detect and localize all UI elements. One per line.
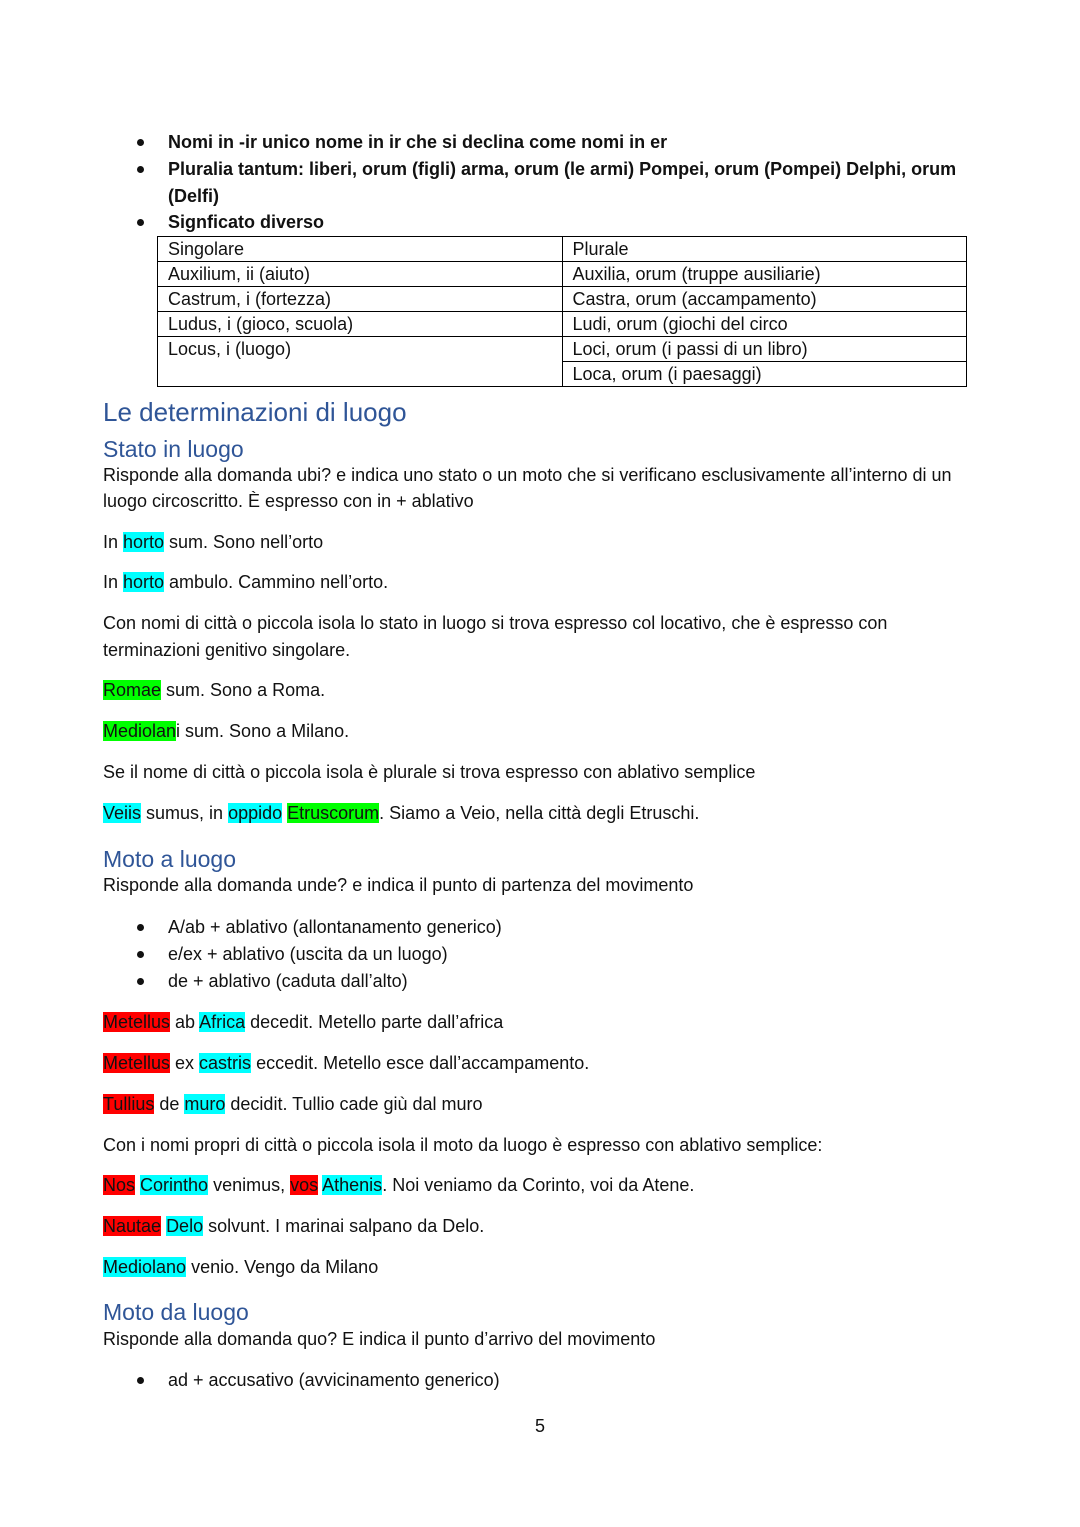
- example-line: [103, 1254, 378, 1280]
- highlight-cyan: Africa: [199, 1012, 246, 1032]
- page-number: 5: [534, 1416, 545, 1436]
- bullet-icon: [137, 219, 144, 226]
- example-line: [103, 800, 699, 826]
- table-row: [158, 312, 967, 337]
- bullet-text: Pluralia tantum: liberi, orum (figli) arma, orum (le armi) Pompei, orum (Pompei) Delphi, orum: [168, 159, 957, 179]
- example-text: In: [103, 532, 124, 552]
- example-line: [103, 569, 388, 595]
- table-cell: Loca, orum (i paesaggi): [562, 362, 967, 387]
- bullet-text-continued: (Delfi): [168, 186, 219, 206]
- subsection-heading: Moto da luogo: [103, 1299, 249, 1325]
- highlight-green: Romae: [103, 680, 162, 700]
- example-text: ab: [170, 1012, 200, 1032]
- paragraph: Risponde alla domanda ubi? e indica uno stato o un moto che si verificano esclusivamente all’interno di un: [103, 465, 952, 485]
- highlight-green: Etruscorum: [287, 803, 380, 823]
- highlight-cyan: Delo: [166, 1216, 204, 1236]
- bullet-icon: [137, 166, 144, 173]
- table-cell: Auxilium, ii (aiuto): [158, 262, 563, 287]
- example-text: . Siamo a Veio, nella città degli Etruschi.: [379, 803, 700, 823]
- paragraph: Risponde alla domanda unde? e indica il punto di partenza del movimento: [103, 875, 694, 895]
- table-header: Plurale: [562, 237, 967, 262]
- meaning-table: [157, 236, 967, 387]
- table-row: [158, 337, 967, 362]
- bullet-icon: [137, 978, 144, 985]
- example-text: sumus, in: [141, 803, 229, 823]
- example-line: [103, 1009, 503, 1035]
- highlight-cyan: horto: [123, 572, 165, 592]
- bullet-text: Signficato diverso: [168, 212, 325, 232]
- table-header: Singolare: [158, 237, 563, 262]
- highlight-red: Nos: [103, 1175, 136, 1195]
- table-cell: Ludus, i (gioco, scuola): [158, 312, 563, 337]
- bullet-text: de + ablativo (caduta dall’alto): [168, 971, 408, 991]
- subsection-heading: Moto a luogo: [103, 846, 236, 872]
- bullet-text: A/ab + ablativo (allontanamento generico): [168, 917, 502, 937]
- example-line: [103, 677, 325, 703]
- highlight-red: vos: [290, 1175, 319, 1195]
- example-line: [103, 1050, 589, 1076]
- highlight-cyan: Athenis: [322, 1175, 383, 1195]
- example-text: solvunt. I marinai salpano da Delo.: [203, 1216, 485, 1236]
- subsection-heading: Stato in luogo: [103, 436, 244, 462]
- bullet-icon: [137, 1377, 144, 1384]
- highlight-cyan: muro: [184, 1094, 226, 1114]
- highlight-green: Mediolan: [103, 721, 177, 741]
- paragraph: Con i nomi propri di città o piccola isola il moto da luogo è espresso con ablativo semplice:: [103, 1135, 823, 1155]
- example-text: In: [103, 572, 124, 592]
- table-cell: Auxilia, orum (truppe ausiliarie): [562, 262, 967, 287]
- paragraph: Risponde alla domanda quo? E indica il punto d’arrivo del movimento: [103, 1329, 656, 1349]
- bullet-text: Nomi in -ir unico nome in ir che si declina come nomi in er: [168, 132, 668, 152]
- table-cell: Locus, i (luogo): [158, 337, 563, 362]
- example-line: [103, 718, 349, 744]
- section-heading: Le determinazioni di luogo: [103, 397, 407, 427]
- example-line: [103, 1091, 483, 1117]
- example-text: de: [154, 1094, 185, 1114]
- highlight-red: Metellus: [103, 1012, 171, 1032]
- example-text: decedit. Metello parte dall’africa: [245, 1012, 504, 1032]
- highlight-cyan: oppido: [228, 803, 283, 823]
- table-cell: Ludi, orum (giochi del circo: [562, 312, 967, 337]
- table-cell: Castra, orum (accampamento): [562, 287, 967, 312]
- paragraph: Se il nome di città o piccola isola è plurale si trova espresso con ablativo semplice: [103, 762, 756, 782]
- example-text: venio. Vengo da Milano: [186, 1257, 379, 1277]
- example-text: i sum. Sono a Milano.: [176, 721, 350, 741]
- example-text: sum. Sono a Roma.: [161, 680, 326, 700]
- table-row: [158, 262, 967, 287]
- highlight-red: Tullius: [103, 1094, 155, 1114]
- example-text: venimus,: [208, 1175, 291, 1195]
- table-row: [158, 287, 967, 312]
- bullet-icon: [137, 951, 144, 958]
- table-cell: Loci, orum (i passi di un libro): [562, 337, 967, 362]
- example-text: ex: [170, 1053, 200, 1073]
- bullet-text: e/ex + ablativo (uscita da un luogo): [168, 944, 448, 964]
- highlight-cyan: Veiis: [103, 803, 142, 823]
- example-text: eccedit. Metello esce dall’accampamento.: [251, 1053, 590, 1073]
- bullet-text: ad + accusativo (avvicinamento generico): [168, 1370, 500, 1390]
- table-cell: [158, 362, 563, 387]
- table-row: [158, 362, 967, 387]
- example-text: decidit. Tullio cade giù dal muro: [225, 1094, 483, 1114]
- highlight-cyan: horto: [123, 532, 165, 552]
- bullet-icon: [137, 139, 144, 146]
- paragraph: Con nomi di città o piccola isola lo stato in luogo si trova espresso col locativo, che è espresso con: [103, 613, 888, 633]
- table-cell: Castrum, i (fortezza): [158, 287, 563, 312]
- highlight-red: Metellus: [103, 1053, 171, 1073]
- example-line: [103, 1172, 694, 1198]
- highlight-cyan: Mediolano: [103, 1257, 187, 1277]
- example-text: sum. Sono nell’orto: [164, 532, 324, 552]
- example-line: [103, 1213, 484, 1239]
- highlight-cyan: castris: [199, 1053, 252, 1073]
- table-header-row: [158, 237, 967, 262]
- paragraph: luogo circoscritto. È espresso con in + ablativo: [103, 491, 474, 511]
- example-text: . Noi veniamo da Corinto, voi da Atene.: [382, 1175, 695, 1195]
- example-text: ambulo. Cammino nell’orto.: [164, 572, 389, 592]
- paragraph: terminazioni genitivo singolare.: [103, 640, 351, 660]
- example-line: [103, 529, 323, 555]
- highlight-red: Nautae: [103, 1216, 162, 1236]
- bullet-icon: [137, 924, 144, 931]
- highlight-cyan: Corintho: [140, 1175, 209, 1195]
